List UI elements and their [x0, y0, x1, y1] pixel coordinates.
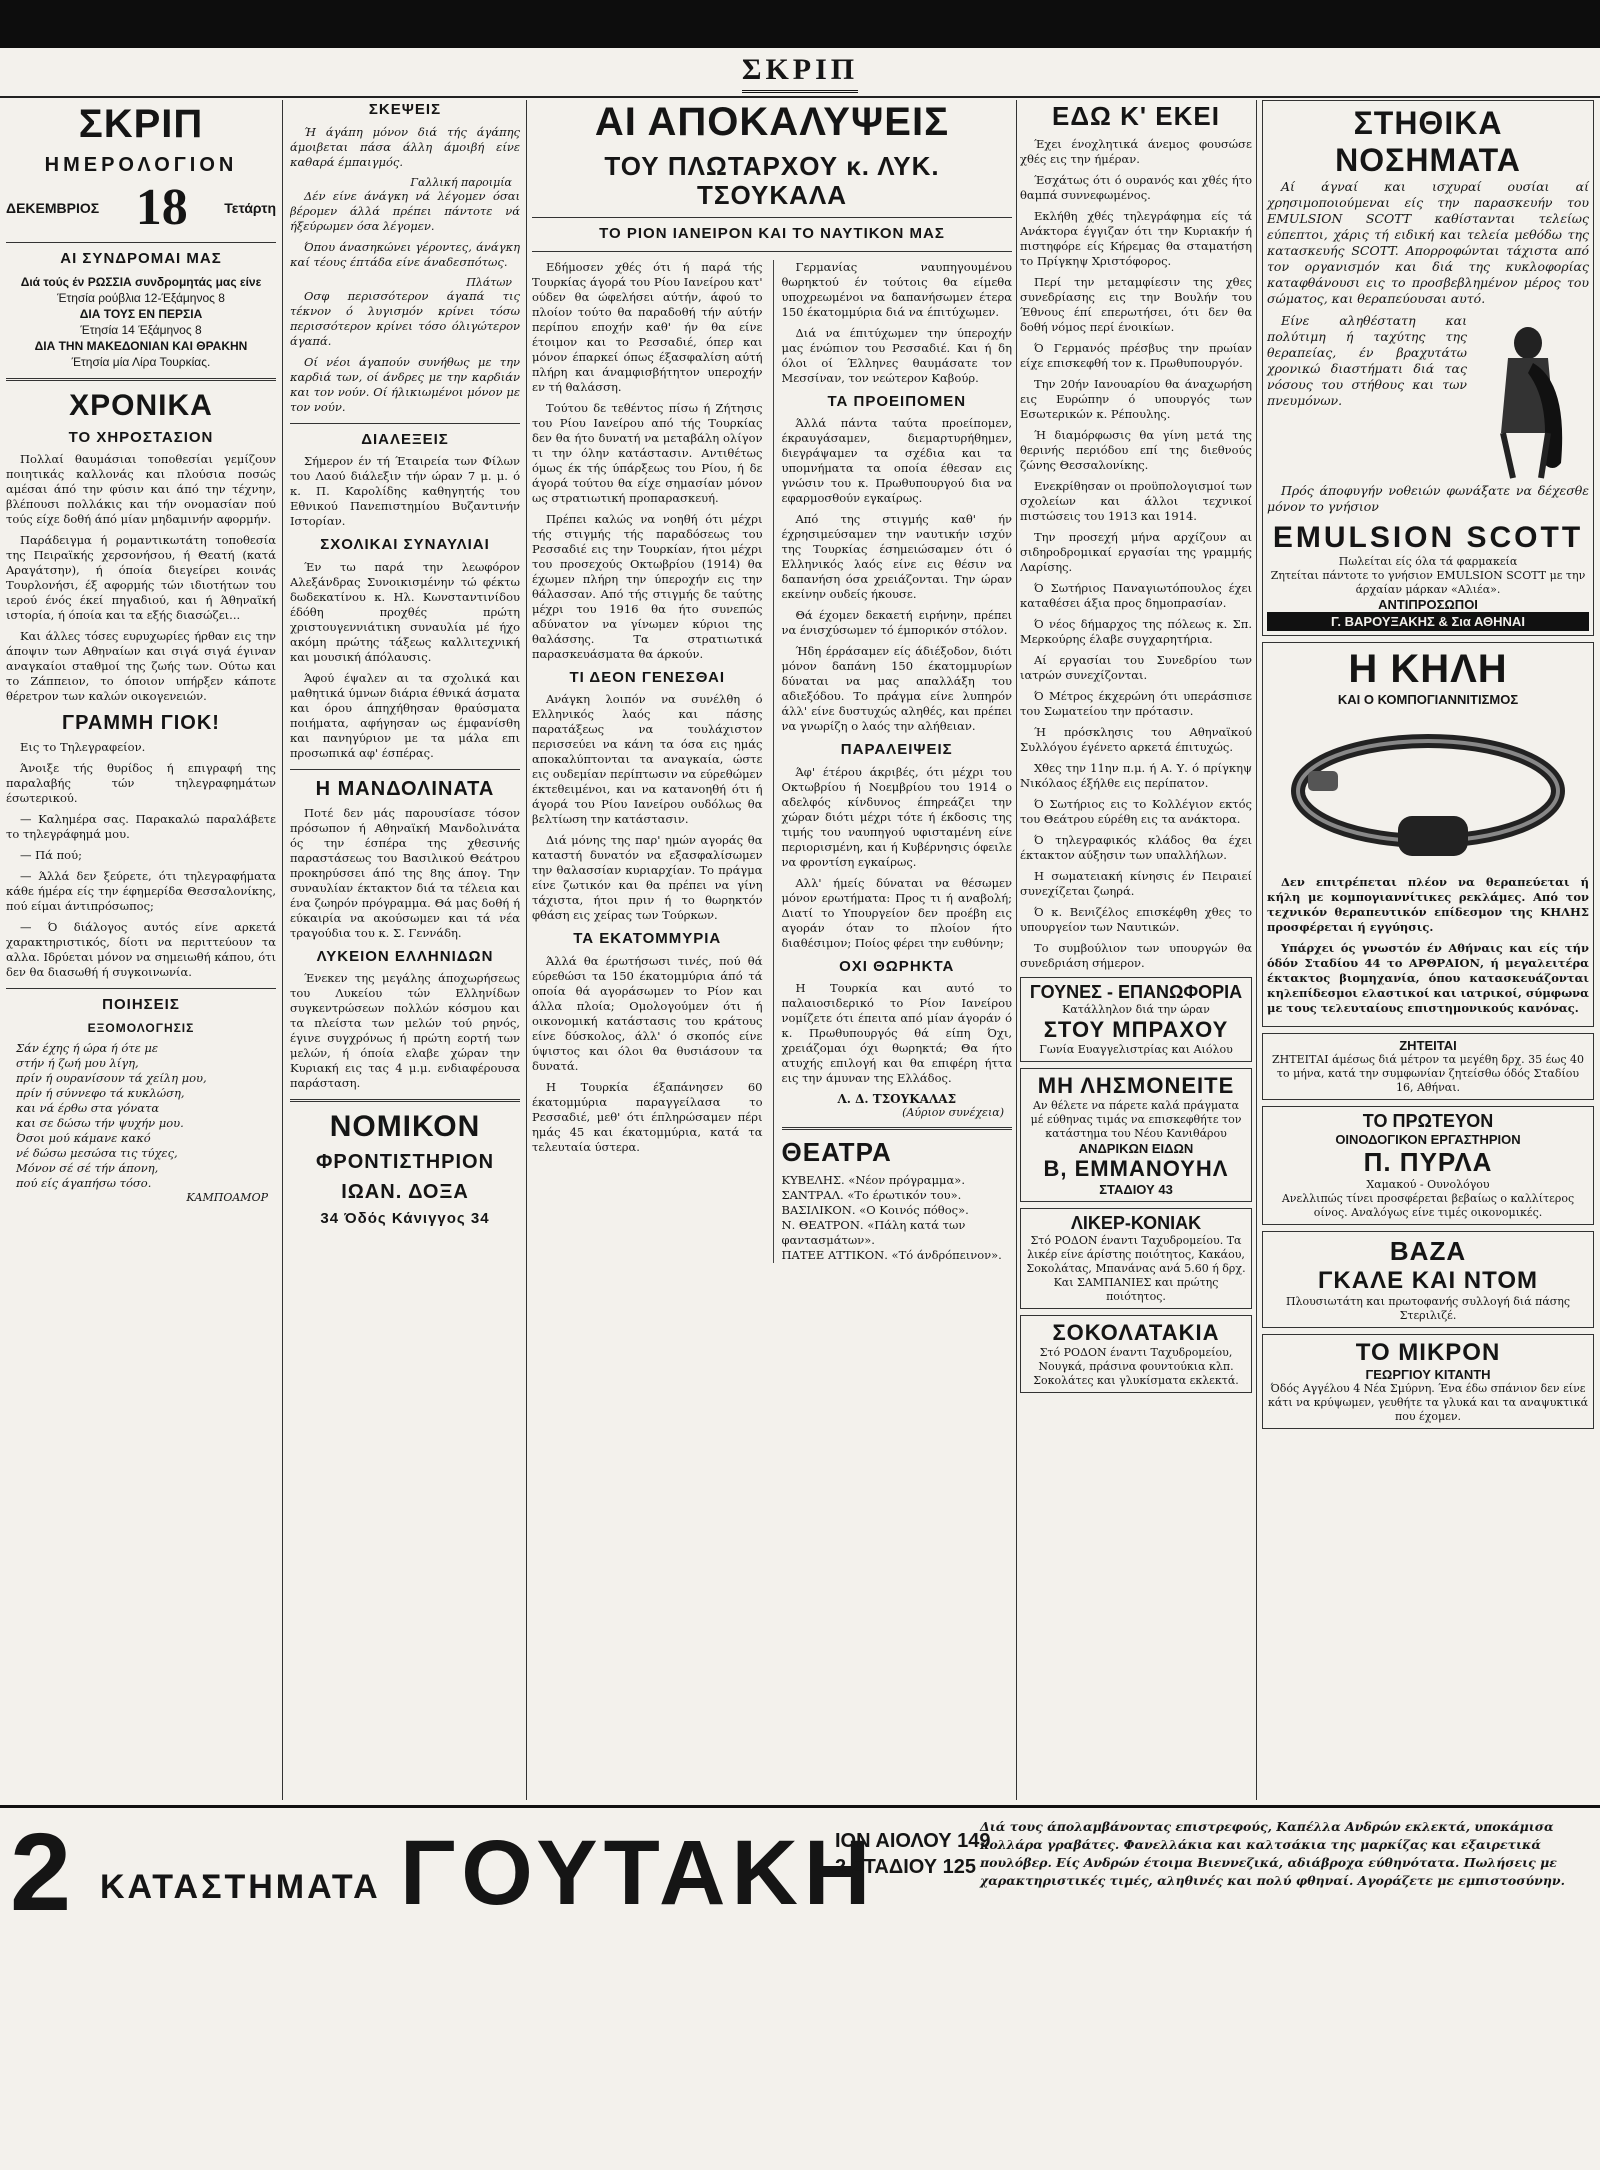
ad-subtitle: ΦΡΟΝΤΙΣΤΗΡΙΟΝ — [315, 1151, 495, 1173]
article-title: ΣΧΟΛΙΚΑΙ ΣΥΝΑΥΛΙΑΙ — [320, 536, 490, 553]
bottom-banner-ad — [0, 1805, 1600, 1948]
news-item: Αί εργασίαι του Συνεδρίου των ιατρών συνεχίζονται. — [1020, 652, 1252, 682]
article-paragraph: Άφού έψαλεν αι τα σχολικά και μαθητικά ύμνων διάρια έθνικά άσματα και όρου άπηχήθησαν θραύσματα ποιήματα, αφήγησαν ως έμφανίσθη και πανηγύριον με τα μάλα επι προσωπικά αφ' έσπέρας. — [290, 670, 520, 760]
article-paragraph: — Καλημέρα σας. Παρακαλώ παραλάβετε το τηλεγράφημά μου. — [6, 812, 276, 841]
quote: Δέν είνε άνάγκη νά λέγομεν όσαι βέρομεν άλλά πρέπει πάντοτε νά ήξεύρωμεν όσα λέγομεν. — [290, 188, 520, 233]
subscription-line: Έτησία μία Λίρα Τουρκίας. — [71, 354, 211, 369]
news-item: Χθες την 11ην π.μ. ή Α. Υ. ό πρίγκηψ Νικόλαος έξήλθε εις περίπατον. — [1020, 760, 1252, 790]
article-title: ΤΟ ΧΗΡΟΣΤΑΣΙΟΝ — [68, 428, 214, 446]
column-3 — [532, 100, 1012, 1800]
divider — [6, 242, 276, 243]
article-paragraph: Άνοιξε τής θυρίδος ή επιγραφή της παραλαβής τών τηλεγραφημάτων έσωτερικού. — [6, 761, 276, 805]
theatre-listing: ΚΥΒΕΛΗΣ. «Νέον πρόγραμμα». — [781, 1172, 965, 1187]
ad-subtitle: ΓΚΑΛΕ ΚΑΙ ΝΤΟΜ — [1318, 1267, 1538, 1294]
section-title-chronika: ΧΡΟΝΙΚΑ — [69, 388, 213, 422]
ad-title: ΖΗΤΕΙΤΑΙ — [1399, 1038, 1457, 1053]
ad-hernia — [1262, 642, 1594, 1027]
section-title-here-and-there: ΕΔΩ Κ' ΕΚΕΙ — [1052, 101, 1220, 131]
ad-text: Αί άγναί και ισχυραί ουσίαι αί χρησιμοποιούμεναι είς την παρασκευήν του EMULSION SCOTT καθίστανται τελείως εύπεπτοι, χάρις τή ειδική και τελεία μεθόδω της κατασκευής SCOTT. Απορροφώνται τάχιστα από τον οργανισμόν και διά της κυκλοφορίας καταφθάνουσι εις το προσβεβλημένον μέρος του σώματος, και θεραπεύουσαι αυτό. — [1267, 179, 1589, 306]
ad-body — [1267, 313, 1589, 483]
section-title-poetry: ΠΟΙΗΣΕΙΣ — [102, 996, 180, 1013]
ad-text: Αν θέλετε να πάρετε καλά πράγματα μέ εύθηνας τιμάς να επισκεφθήτε τον κατάστημα του Νέου Κανιθάρου — [1030, 1098, 1242, 1140]
news-item: Ό Σωτήριος εις το Κολλέγιον εκτός του Θεάτρου εύρέθη εις τα ανάκτορα. — [1020, 796, 1252, 826]
ad-text: ΖΗΤΕΙΤΑΙ άμέσως διά μέτρον τα μεγέθη δρχ. 35 έως 40 το μήνα, κατά την συμφωνίαν ζητείσθω όδός Σταδίου 16, Αθήναι. — [1272, 1053, 1584, 1094]
ad-title: ΣΟΚΟΛΑΤΑΚΙΑ — [1052, 1319, 1220, 1345]
divider — [6, 988, 276, 989]
article-paragraph: Τούτου δε τεθέντος πίσω ή Ζήτησις του Ρίου Ιανείρου από τής Τουρκίας δεν θα ήτο δυνατή να μεταβάλη ολίγον τι την όλην κατάστασιν. Αντιθέτως όμως έκ τής ύπάρξεως του Ρίου, ή δε άγορά τούτου θα είχε σημασίαν μόνον ως στρατιωτική προπαρασκευή. — [532, 400, 763, 505]
article-paragraph: Και άλλες τόσες ευρυχωρίες ήρθαν εις την άποψιν των Αθηναίων και σιγά σιγά έγιναν αναγκαίοι σταθμοί της ζωής των. Ούτω και το Ζάππειον, το όποιον υπήρξεν κάποτε θέρετρον των καλών οικογενειών. — [6, 629, 276, 703]
column-1 — [6, 100, 276, 1800]
article-paragraph: — Άλλά δεν ξεύρετε, ότι τηλεγραφήματα κάθε ήμέρα είς την έφημερίδα Θεσσαλονίκης, πού είμαι άντιπρόσωπος; — [6, 869, 276, 913]
article-subtitle: ΟΧΙ ΘΩΡΗΚΤΑ — [839, 957, 955, 975]
ad-wine-lab — [1262, 1106, 1594, 1225]
news-item: Έσχάτως ότι ό ουρανός και χθές ήτο θαμπά συννεφωμένος. — [1020, 172, 1252, 202]
ad-address: Χαμακού - Ουνολόγου — [1366, 1178, 1490, 1191]
poem-line: και σε δώσω τήν ψυχήν μου. — [16, 1115, 184, 1130]
ad-title: ΝΟΜΙΚΟΝ — [329, 1110, 481, 1143]
article-note: (Αύριον συνέχεια) — [902, 1106, 1004, 1120]
column-rule — [526, 100, 527, 1800]
article-author: Λ. Δ. ΤΣΟΥΚΑΛΑΣ — [837, 1092, 957, 1107]
article-paragraph: Εδήμοσεν χθές ότι ή παρά τής Τουρκίας άγορά του Ρίου Ιανείρου κατ' ούδεν θα ώφελήσει αύτήν, άφού το πλοίον τούτο θα παραδοθή τήν αύτήν περίπου εποχήν καθ' ήν θα είνε έτοιμον και το Ρεσσαδιέ, όπερ και μόνον έπαρκεί όπως έξασφαλίση αύτή πλήρη και άναμφισβήτητον υπεροχήν εν τή θαλάσση. — [532, 259, 763, 394]
section-title-theatres: ΘΕΑΤΡΑ — [781, 1137, 892, 1168]
quote: Οί νέοι άγαπούν συνήθως με την καρδιά των, οί άνδρες με την καρδιάν και τον νούν. Οί ήλικιωμένοι μόνον με τον νούν. — [290, 354, 520, 414]
fisherman-cod-icon — [1473, 313, 1583, 483]
theatre-listing: ΣΑΝΤΡΑΛ. «Το έρωτικόν του». — [781, 1187, 962, 1202]
article-subtitle: ΠΑΡΑΛΕΙΨΕΙΣ — [840, 741, 953, 759]
quote-source: Γαλλική παροιμία — [410, 175, 512, 189]
ad-name: ΣΤΟΥ ΜΠΡΑΧΟΥ — [1043, 1016, 1229, 1042]
paper-name: ΣΚΡΙΠ — [742, 50, 858, 93]
ad-chocolates — [1020, 1315, 1252, 1393]
news-item: Ό Γερμανός πρέσβυς την πρωίαν είχε επισκεφθή τον κ. Πρωθυπουργόν. — [1020, 340, 1252, 370]
article-paragraph: Διά μόνης της παρ' ημών αγοράς θα καταστή δυνατόν να εξασφαλίσωμεν την θαλασσίαν κυριαρχίαν. Το πράγμα είνε ζωτικόν και θα πρέπει να γίνη τάχιστα, ήτοι πριν ή το θωρηκτόν φθάση εις χείρας των Τούρκων. — [532, 833, 763, 923]
main-headline: ΑΙ ΑΠΟΚΑΛΥΨΕΙΣ — [594, 100, 950, 144]
ad-title: ΤΟ ΜΙΚΡΟΝ — [1355, 1339, 1501, 1366]
column-5 — [1262, 100, 1594, 1800]
news-item: Ή διαμόρφωσις θα γίνη μετά της θερινής περιόδου επί της διεθνούς ζώνης Θεσσαλονίκης. — [1020, 427, 1252, 472]
ad-brand: EMULSION SCOTT — [1272, 521, 1584, 554]
ad-to-mikron — [1262, 1334, 1594, 1429]
theatre-listing: ΒΑΣΙΛΙΚΟΝ. «Ο Κοινός πόθος». — [781, 1202, 969, 1217]
banner-number: 2 — [10, 1811, 72, 1934]
article-columns — [532, 260, 1012, 1263]
banner-address-line: ΙΟΝ ΑΙΟΛΟΥ 149 — [835, 1830, 991, 1852]
ad-wanted — [1262, 1033, 1594, 1100]
ad-title: ΜΗ ΛΗΣΜΟΝΕΙΤΕ — [1037, 1072, 1235, 1098]
ad-text: Στό ΡΟΔΟΝ έναντι Ταχυδρομείου. Τα λικέρ είνε άρίστης ποιότητος, Κακάου, Σοκολάτας, Μπανάνας ανά 5.60 ή δρχ. Και ΣΑΜΠΑΝΙΕΣ και πρώτης ποιότητος. — [1026, 1233, 1246, 1303]
article-col-left — [532, 260, 763, 1263]
ad-furs — [1020, 977, 1252, 1062]
subscription-line: Έτησία ρούβλια 12-Έξάμηνος 8 — [57, 290, 225, 305]
calendar-day: 18 — [135, 179, 188, 236]
poem-line: Σάν έχης ή ώρα ή ότε με — [16, 1040, 159, 1055]
ad-text: Υπάρχει ός γνωστόν έν Αθήναις και είς τήν όδόν Σταδίου 44 το ΑΡΘΡΑΙΟΝ, ή μεγαλειτέρα έκτακτος βιομηχανία, όπου κατασκευάζονται κηλεπίδεσμοι ελαστικοί και ιατρικοί, σύμφωνα με τους τελευταίους επιστημονικούς κανόνας. — [1267, 941, 1589, 1015]
quote: Ή άγάπη μόνον διά τής άγάπης άμοιβεται πάσα άλλη άμοιβή είνε καθαρά έμπαιγμός. — [290, 124, 520, 169]
article-paragraph: Γερμανίας ναυπηγουμένου θωρηκτού έν τούτοις θα είμεθα υποχρεωμένοι να δαπανήσωμεν έτερα 150 έκατομμύρια διά να έπιτύχωμεν. — [781, 259, 1012, 319]
divider — [532, 217, 1012, 218]
quote: Όπου άνασηκώνει γέροντες, άνάγκη καί τέους έπτάδα είνε άναδεσπότως. — [290, 239, 520, 269]
poem-line: Όσοι μού κάμανε κακό — [16, 1130, 151, 1145]
divider — [290, 1099, 520, 1102]
poem-line: πρίν ή ουρανίσουν τά χείλη μου, — [16, 1070, 207, 1085]
article-paragraph: Έν τω παρά την λεωφόρον Αλεξάνδρας Συνοικισμένην τώ φέκτω δωδεκατίνου κ. Ηλ. Κωνσταντινίδου έδόθη προχθές πρώτη χριστουγεννιάτικη συναυλία μέ ήχο ακόμη πρώτης τάξεως καλλιτεχνική και μουσική άπόλαυσις. — [290, 559, 520, 664]
ad-title: ΣΤΗΘΙΚΑ — [1353, 105, 1503, 141]
banner-text: Διά τους άπολαμβάνοντας επιστρεφούς, Καπέλλα Ανδρών εκλεκτά, υποκάμισα κολλάρα γραβάτες. Φανελλάκια και καλτσάκια της μαρκίζας και εξαιρετικά πουλόβερ. Είς Ανδρών έτοιμα Βιεννεζικά, αδιάβροχα εύθηνότατα. Πωλήσεις με χαρακτηριστικές τιμές, αληθινές και πολύ φθηναί. Αγοράζετε με εμπιστοσύνην. — [980, 1819, 1565, 1888]
banner-address-line: 2 ΣΤΑΔΙΟΥ 125 — [835, 1856, 977, 1878]
article-title: ΛΥΚΕΙΟΝ ΕΛΛΗΝΙΔΩΝ — [316, 947, 494, 965]
calendar-month: ΔΕΚΕΜΒΡΙΟΣ — [6, 200, 100, 216]
article-paragraph: Άφ' έτέρου άκριβές, ότι μέχρι του Οκτωβρίου ή Νοεμβρίου του 1914 ο αδελφός κίνδυνος έπηρεάζει την χώραν διότι μέχρι τότε ή έκδοσις της τιμής του ναυπηγού υφισταμένη είνε περιορισμένη, και ή Κυβέρνησις όφειλε να φροντίση εγκαίρως. — [781, 764, 1012, 869]
divider — [532, 251, 1012, 252]
news-item: Ό Σωτήριος Παναγιωτόπουλος έχει καταθέσει άξια προς δημοπρασίαν. — [1020, 580, 1252, 610]
news-item: Την 20ήν Ιανουαρίου θα άναχωρήση εις Ευρώπην ό υπουργός των Εσωτερικών κ. Ρέπουλης. — [1020, 376, 1252, 421]
ad-name: ΙΩΑΝ. ΔΟΞΑ — [341, 1181, 469, 1203]
article-paragraph: Διά να έπιτύχωμεν την ύπεροχήν μας ένώπιον του Ρεσσαδιέ. Και ή δη όλοι οί Έλληνες θαυμάσατε τον Μεσσίναν, τον νεώτερον Καβούρ. — [781, 325, 1012, 385]
quote: Οσφ περισσότερον άγαπά τις τέκνον ό λυγισμόν κρίνει τόσω περισσότερον κρίνει τόσο όλιγώτερον άγαπά. — [290, 288, 520, 348]
calendar-weekday: Τετάρτη — [224, 200, 276, 216]
ad-subtitle: ΑΝΔΡΙΚΩΝ ΕΙΔΩΝ — [1078, 1140, 1194, 1156]
ad-vases — [1262, 1231, 1594, 1328]
article-title: ΓΡΑΜΜΗ ΓΙΟΚ! — [62, 712, 220, 734]
ad-emulsion-scott — [1262, 100, 1594, 636]
article-paragraph: Η Τουρκία έξαπάνησεν 60 έκατομμύρια παραγγείλασα το Ρεσσαδιέ, μεθ' ότι έπληρώσαμεν πέρι ημάς 45 και έκατομμύρια, κατά τα τελευταία ύστερα. — [532, 1079, 763, 1154]
ad-text: Ζητείται πάντοτε το γνήσιον EMULSION SCOTT με την άρχαίαν μάρκαν «Αλιέα». — [1270, 569, 1586, 596]
main-headline-2: ΤΟΥ ΠΛΩΤΑΡΧΟΥ κ. ΛΥΚ. ΤΣΟΥΚΑΛΑ — [604, 151, 940, 210]
calendar-title: ΗΜΕΡΟΛΟΓΙΟΝ — [44, 154, 238, 176]
poem-line: στήν ή ζωή μου λίγη, — [16, 1055, 139, 1070]
ad-text: Δεν επιτρέπεται πλέον να θεραπεύεται ή κήλη με κομπογιαννίτικες ρεκλάμες. Από τον τεχνικόν θεραπευτικόν επίδεσμον της ΚΗΛΗΣ προσφέρεται ή εγγύησις. — [1267, 875, 1589, 934]
ad-subtitle: ΓΕΩΡΓΙΟΥ ΚΙΤΑΝΤΗ — [1365, 1367, 1491, 1382]
ad-subtitle: ΑΝΤΙΠΡΟΣΩΠΟΙ — [1378, 597, 1478, 612]
article-paragraph: Θά έχομεν δεκαετή ειρήνην, πρέπει να ένισχύσωμεν τό έμπορικόν στόλον. — [781, 608, 1012, 638]
ad-agent: Γ. ΒΑΡΟΥΞΑΚΗΣ & Σια ΑΘΗΝΑΙ — [1267, 612, 1589, 631]
ad-subtitle: ΚΑΙ Ο ΚΟΜΠΟΓΙΑΝΝΙΤΙΣΜΟΣ — [1337, 692, 1519, 707]
article-paragraph: Εις το Τηλεγραφείον. — [20, 740, 146, 754]
column-4 — [1020, 100, 1252, 1800]
subscriptions-heading: ΑΙ ΣΥΝΔΡΟΜΑΙ ΜΑΣ — [60, 250, 222, 267]
article-paragraph: Ποτέ δεν μάς παρουσίασε τόσον πρόσωπον ή Αθηναϊκή Μανδολινάτα ός την έσπέρα της χθεσινής παραστάσεως του Βασιλικού Θεάτρου προκηρύσσει άπό της 8ης άπογ. Την συναυλίαν έκτακτον διά τα τέλεια και ένα ζωηρόν πρόγραμμα. Θά μας δοθή ή εύκαιρία να ακούσωμεν και τά νέα τραγούδια του κ. Σ. Γεννάδη. — [290, 805, 520, 940]
poem-line: νέ δώσω μεσώσα τις τύχες, — [16, 1145, 178, 1160]
section-title-thoughts: ΣΚΕΨΕΙΣ — [368, 101, 442, 118]
truss-belt-icon — [1278, 711, 1578, 871]
article-paragraph: Από της στιγμής καθ' ήν έχρησιμεύσαμεν την ναυτικήν ισχύν της Τουρκίας έσημειώσαμεν ότι ό Ελληνικός λαός είνε εις θέσιν να δαπανήση όσα χρειάζονται. Την ώραν εκείνην ουδείς ήκουσε. — [781, 512, 1012, 602]
column-rule — [1256, 100, 1257, 1800]
subscription-line: ΔΙΑ ΤΗΝ ΜΑΚΕΔΟΝΙΑΝ ΚΑΙ ΘΡΑΚΗΝ — [34, 338, 248, 353]
top-dark-border — [0, 0, 1600, 48]
article-subtitle: ΤΙ ΔΕΟΝ ΓΕΝΕΣΘΑΙ — [569, 668, 726, 686]
page-margin — [0, 1945, 1600, 2170]
ad-title: ΛΙΚΕΡ-ΚΟΝΙΑΚ — [1070, 1212, 1202, 1233]
banner-name: ΓΟΥΤΑΚΗ — [400, 1822, 877, 1924]
ad-title: ΒΑΖΑ — [1389, 1236, 1467, 1266]
news-item: Ενεκρίθησαν οι προϋπολογισμοί των σχολείων και άλλοι τεχνικοί πιστώσεις του 1913 και 1914. — [1020, 478, 1252, 523]
article-paragraph: Ήδη έρράσαμεν είς άδιέξοδον, διότι μόνον δαπάνη 150 έκατομμυρίων δύναται να μας απαλλάξη του αδιεξόδου. Το πράγμα είνε λυπηρόν άλλ' είνε δυστυχώς αληθές, και πρέπει να γνωρίζη ο λαός την αλήθειαν. — [781, 644, 1012, 734]
banner-shops: ΚΑΤΑΣΤΗΜΑΤΑ — [100, 1868, 381, 1906]
poem-line: και νά έρθω στα γόνατα — [16, 1100, 160, 1115]
column-rule — [282, 100, 283, 1800]
article-subtitle: ΤΑ ΕΚΑΤΟΜΜΥΡΙΑ — [573, 930, 722, 948]
article-paragraph: Σήμερον έν τή Έταιρεία των Φίλων του Λαού διάλεξιν τήν ώραν 7 μ. μ. ό κ. Π. Καρολίδης καθηγητής του Εθνικού Πανεπιστημίου Βυζαντινήν Ιστορίαν. — [290, 454, 520, 528]
poem-line: Μόνον σέ σέ τήν άπονη, — [16, 1160, 159, 1175]
news-item: Ό νέος δήμαρχος της πόλεως κ. Σπ. Μερκούρης έλαβε συγχαρητήρια. — [1020, 616, 1252, 646]
divider — [290, 423, 520, 424]
ad-title: ΓΟΥΝΕΣ - ΕΠΑΝΩΦΟΡΙΑ — [1029, 981, 1243, 1002]
article-title: ΔΙΑΛΕΞΕΙΣ — [361, 430, 449, 448]
column-2 — [290, 100, 520, 1800]
ad-address: ΣΤΑΔΙΟΥ 43 — [1099, 1181, 1173, 1197]
news-item: Την προσεχή μήνα αρχίζουν αι σιδηροδρομικαί εργασίαι της γραμμής Λαρίσης. — [1020, 529, 1252, 574]
ad-title-2: ΝΟΣΗΜΑΤΑ — [1335, 142, 1521, 178]
poem-line: πού είς άγαπήσω τόσο. — [16, 1175, 152, 1190]
theatre-listing: Ν. ΘΕΑΤΡΟΝ. «Πάλη κατά των φαντασμάτων». — [781, 1217, 966, 1247]
article-paragraph: Ανάγκη λοιπόν να συνέλθη ό Ελληνικός λαός και πάσης παρατάξεως να τουλάχιστον περισσεύει να κάνη τα όσα εις ημάς αποκαλύπτονται τα αναγκαία, ώστε εις ουδεμίαν περίπτωσιν να εύρεθώμεν έκτεθειμένοι, και να κατανοηθή ότι ή άγορά του Ρίου Ιανείρου ουδόλως θα βελτίωση την κατάστασιν. — [532, 692, 763, 827]
subscription-line: ΔΙΑ ΤΟΥΣ ΕΝ ΠΕΡΣΙΑ — [79, 306, 203, 321]
article-paragraph: Πρέπει καλώς να νοηθή ότι μέχρι τής στιγμής τής παραδόσεως του Ρεσσαδιέ εις την Τουρκίαν, ήτοι μέχρι του προσεχούς Οκτωβρίου (1914) θα έχωμεν πλήρη την ύπεροχήν εις την θάλασσαν. Από τής στιγμής δε ταύτης μέχρι του 1916 θα ήτο συνεπώς αδύνατον να γίνωμεν κύριοι της θαλάσσης. Τα στρατιωτικά παρασκευάσματα θα άρκούν. — [532, 511, 763, 661]
ad-text: Πωλείται είς όλα τά φαρμακεία — [1338, 555, 1518, 568]
ad-text: Κατάλληλον διά την ώραν — [1062, 1002, 1210, 1016]
ad-address: Γωνία Ευαγγελιστρίας και Αιόλου — [1039, 1042, 1233, 1056]
news-item: Ή πρόσκλησις του Αθηναϊκού Συλλόγου έγένετο αρκετά έπιτυχώς. — [1020, 724, 1252, 754]
article-paragraph: Πολλαί θαυμάσιαι τοποθεσίαι γεμίζουν ποιητικάς καλλονάς και πλούσια ποσώς αμέσαι άπό την φύσιν και άπό την τέχνην, βλέπουσι πολλάκις και τήν ονομασίαν πού τούς είχε δοθή άπό μίαν μηδαμινήν αφορμήν. — [6, 452, 276, 526]
article-paragraph: — Ό διάλογος αυτός είνε αρκετά χαρακτηριστικός, δίοτι να περιττεύουν τα αλλα. Ιδρύεται μόνον να σημειωθή κάπου, ότι δεν θα διασωθή ή συγκοινωνία. — [6, 920, 276, 979]
masthead — [0, 50, 1600, 92]
article-paragraph: Αλλ' ήμείς δύναται να θέσωμεν μόνον ερωτήματα: Προς τι ή αναβολή; Διατί το Υπουργείον δεν προέβη εις αγοράν όταν το πλοίον ήτο διαθέσιμον; Ποίος φέρει την ευθύνην; — [781, 875, 1012, 950]
news-item: Περί την μεταμφίεσιν της χθες συνεδρίασης εις την Βουλήν του Έθνους έπί επερωτήσει, ότι δεν θα δοθή νόμος περί ένοικίων. — [1020, 274, 1252, 334]
ad-text: Είνε αληθέστατη και πολύτιμη ή ταχύτης της θεραπείας, έν βραχυτάτω χρονικώ διαστήματι διά τας νόσους του στήθους και των πνευμόνων. — [1267, 313, 1467, 408]
news-item: Το συμβούλιον των υπουργών θα συνεδριάση σήμερον. — [1020, 940, 1252, 970]
column-rule — [1016, 100, 1017, 1800]
theatre-listing: ΠΑΤΕΕ ΑΤΤΙΚΟΝ. «Τό άνδρόπεινον». — [781, 1247, 1002, 1262]
calendar-date — [6, 179, 276, 236]
ad-text: Πρός άποφυγήν νοθειών φωνάξατε να δέχεσθε μόνον το γνήσιον — [1267, 483, 1589, 514]
masthead-rule — [0, 96, 1600, 98]
ad-address: 34 Όδός Κάνιγγος 34 — [320, 1210, 490, 1227]
ad-title: ΤΟ ΠΡΩΤΕΥΟΝ — [1362, 1111, 1494, 1131]
quote-source: Πλάτων — [466, 275, 512, 289]
article-col-right — [773, 260, 1013, 1263]
ad-text: Ανελλιπώς τίνει προσφέρεται βεβαίως ο καλλίτερος οίνος. Αναλόγως είνε τιμές οικονομικές. — [1281, 1192, 1575, 1219]
poem-line: πρίν ή σύννεφο τά κυκλώση, — [16, 1085, 185, 1100]
ad-name: Β, ΕΜΜΑΝΟΥΗΛ — [1043, 1155, 1229, 1181]
news-item: Ό κ. Βενιζέλος επισκέφθη χθες το υπουργείον των Ναυτικών. — [1020, 904, 1252, 934]
ad-text: Στό ΡΟΔΟΝ έναντι Ταχυδρομείου, Νουγκά, πράσινα φουντούκια κλπ. Σοκολάτες και γλυκίσματα εκλεκτά. — [1033, 1345, 1239, 1387]
news-item: Εκλήθη χθές τηλεγράφημα είς τά Ανάκτορα έγγιζαν ότι την Κυριακήν ή πιστηφόρε είς Κήρεμας θα σταματήση το Πρίγκηψ Χριστόφορος. — [1020, 208, 1252, 268]
ad-liqueur — [1020, 1208, 1252, 1309]
article-paragraph: Ένεκεν της μεγάλης άποχωρήσεως του Λυκείου τών Ελληνίδων συγκεντρώσεων πολλών κόσμου και τα πλείστα των μελών τού ρηνός, έγινε συγχρόνως ή πρώτη εορτή των μελών, ή όποία ελαβε χώραν την Κυριακή εις τας 4 μ.μ. ενδιαφέρουσα παράσταση. — [290, 971, 520, 1090]
article-subtitle: ΤΑ ΠΡΟΕΙΠΟΜΕΝ — [827, 392, 967, 410]
ad-name: Π. ΠΥΡΛΑ — [1363, 1147, 1493, 1177]
news-item: Ό Μέτρος έκχερώνη ότι υπεράσπισε του Σωματείου την πρότασιν. — [1020, 688, 1252, 718]
divider — [290, 769, 520, 770]
banner-address — [835, 1828, 990, 1880]
news-item: Ό τηλεγραφικός κλάδος θα έχει έκτακτον αύξησιν των υπαλλήλων. — [1020, 832, 1252, 862]
ad-subtitle: ΟΙΝΟΔΟΓΙΚΟΝ ΕΡΓΑΣΤΗΡΙΟΝ — [1335, 1132, 1521, 1147]
article-title: Η ΜΑΝΔΟΛΙΝΑΤΑ — [315, 777, 495, 800]
article-paragraph: Άλλά πάντα ταύτα προείπομεν, έκραυγάσαμεν, διεμαρτυρήθημεν, διεγράψαμεν τα σχέδια και τα υπομνήματα τα οποία έθεσαν εις γνώσιν του κ. Πρωθυπουργού δια να εφαρμοσθούν εγκαίρως. — [781, 416, 1012, 506]
article-paragraph: Άλλά θα έρωτήσωσι τινές, πού θά εύρεθώσι τα 150 έκατομμύρια άπό τά οποία θά αγοράσωμεν το Ρίον και άλλα πλοία; Ομολογούμεν ότι ή οικονομική κατάστασις του κράτους είνε δύσκολος, άλλ' ό σκοπός είνε ύψιστος και όλοι θα θυσιάσουν τα δυνατά. — [532, 953, 763, 1073]
subscription-line: Έτησία 14 Έξάμηνος 8 — [80, 322, 202, 337]
ad-title: Η ΚΗΛΗ — [1348, 647, 1508, 691]
divider — [6, 378, 276, 381]
news-item: Η σωματειακή κίνησις έν Πειραιεί συνεχίζεται ζωηρά. — [1020, 868, 1252, 898]
poem-title: ΕΞΟΜΟΛΟΓΗΣΙΣ — [87, 1020, 195, 1035]
logo: ΣΚΡΙΠ — [78, 102, 204, 146]
subscription-line: Διά τούς έν ΡΩΣΣΙΑ συνδρομητάς μας είνε — [20, 274, 262, 289]
divider — [782, 1127, 1013, 1130]
ad-text: Πλουσιωτάτη και πρωτοφανής συλλογή διά πάσης Στεριλιζέ. — [1285, 1295, 1571, 1322]
article-paragraph: Παράδειγμα ή ρομαντικωτάτη τοποθεσία της Πειραϊκής χερσονήσου, ή Θεατή (κατά Αραγάτσην), ή όποία διεγείρει κοινάς Τουρλονήσι, έξ αφορμής τών ιδιοτήτων του ιερού ένός έκεί πηγαδιού, και ή Άθηναϊκή ιστορία, ή όποία και τα εξής διασώζει... — [6, 533, 276, 622]
ad-menswear — [1020, 1068, 1252, 1202]
ad-text: Όδός Αγγέλου 4 Νέα Σμύρνη. Ένα έδω σπάνιον δεν είνε κάτι να κρύψωμεν, γευθήτε τα γλυκά και τα αναψυκτικά που έχομεν. — [1267, 1382, 1588, 1423]
news-item: Έχει ένοχλητικά άνεμος φουσώσε χθές εις την ήμέραν. — [1020, 136, 1252, 166]
article-paragraph: — Πά πού; — [20, 848, 82, 862]
main-subhead: ΤΟ ΡΙΟΝ ΙΑΝΕΙΡΟΝ ΚΑΙ ΤΟ ΝΑΥΤΙΚΟΝ ΜΑΣ — [599, 225, 945, 243]
article-paragraph: Η Τουρκία και αυτό το παλαιοσιδερικό το Ρίον Ιανείρου νομίζετε ότι έπειτα από μίαν άγοράν ό κ. Πρωθυπουργός θά είπη Όχι, χρειάζομαι όχι θωρηκτά; Θα ήτο ατυχής επιλογή και θα επιφέρη ήττα εις την άμυναν της Ελλάδος. — [781, 981, 1012, 1086]
poem-signature: ΚΑΜΠΟΑΜΟΡ — [186, 1190, 268, 1204]
